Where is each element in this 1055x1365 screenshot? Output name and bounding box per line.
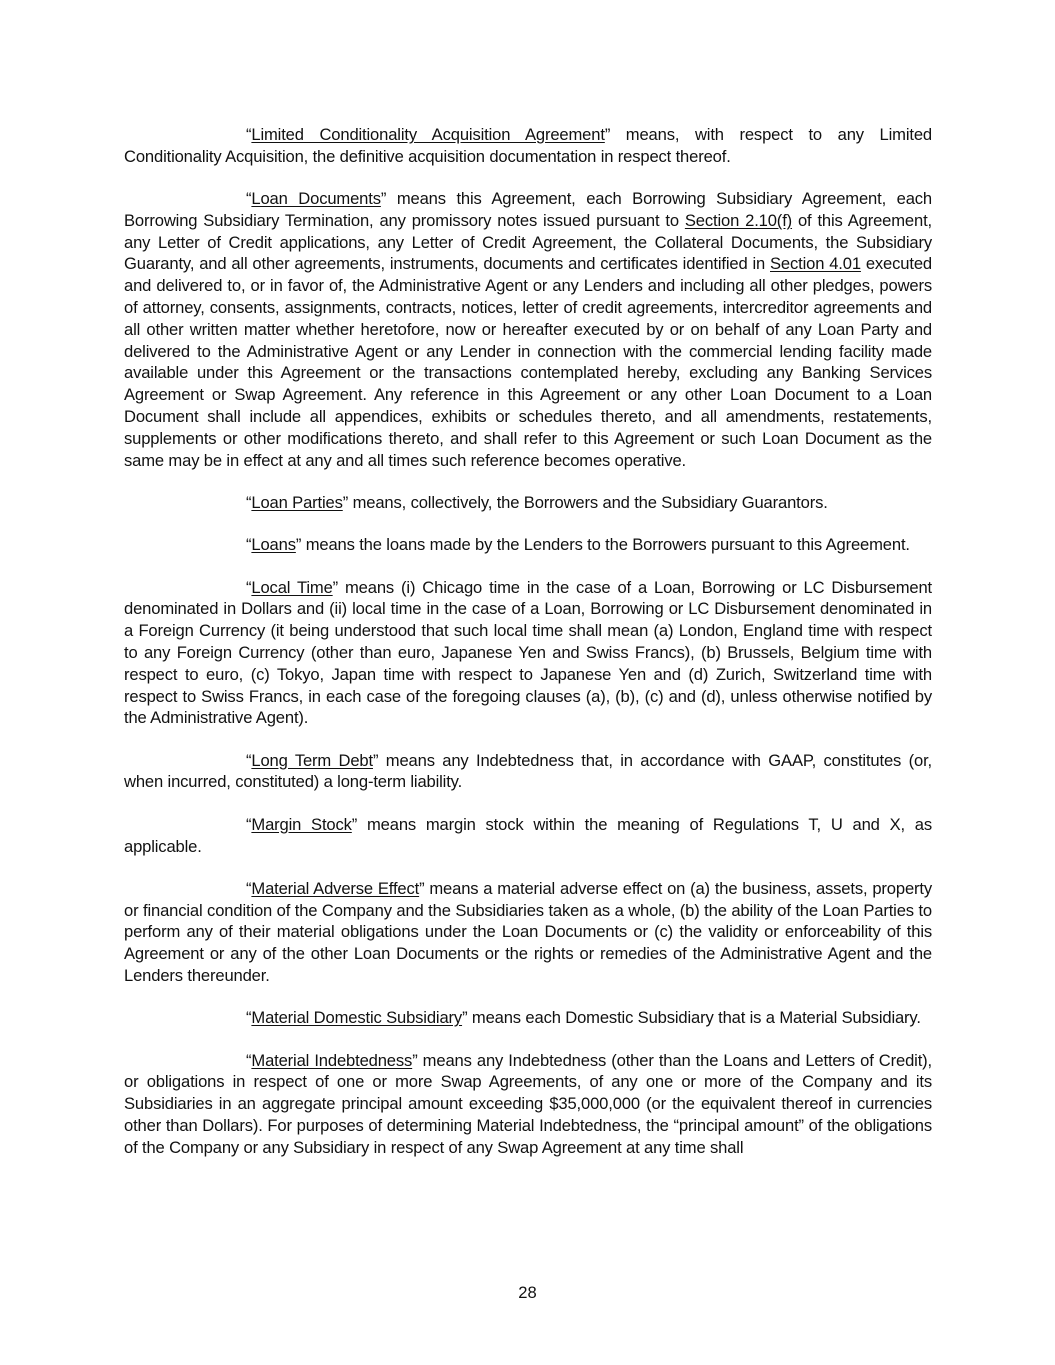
definition-material-domestic-subsidiary bbox=[124, 1007, 932, 1029]
definition-text: of this Agreement, any Letter of Credit applications, any Letter of Credit Agreement, the Collateral Documents, the Subsidiary Guaranty, and all other agreements, instruments, documents and certificates identified in bbox=[124, 210, 932, 274]
definition-text: ” means a material adverse effect on (a) the business, assets, property or financial condition of the Company and the Subsidiaries taken as a whole, (b) the ability of the Loan Parties to perform any of their material obligations under the Loan Documents or (c) the validity or enforceability of this Agreement or any of the other Loan Documents or the rights or remedies of the Administrative Agent and the Lenders thereunder. bbox=[124, 878, 933, 985]
open-quote: “ bbox=[246, 189, 252, 209]
defined-term: Material Adverse Effect bbox=[251, 878, 420, 898]
definition-text: ” means (i) Chicago time in the case of a Loan, Borrowing or LC Disbursement denominated in Dollars and (ii) local time in the case of a Loan, Borrowing or LC Disbursement denominated in a Foreign Currency (it being understood that such local time shall mean (a) London, England time with respect to any Foreign Currency (other than euro, Japanese Yen and Swiss Francs), (b) Brussels, Belgium time with respect to euro, (c) Tokyo, Japan time with respect to Japanese Yen and (d) Zurich, Switzerland time with respect to Swiss Francs, in each case of the foregoing clauses (a), (b), (c) and (d), unless otherwise notified by the Administrative Agent). bbox=[124, 577, 932, 728]
definition-local-time bbox=[124, 577, 932, 730]
open-quote: “ bbox=[246, 125, 252, 144]
open-quote: “ bbox=[246, 1008, 252, 1028]
definition-limited-conditionality-acquisition-agreement bbox=[124, 124, 932, 168]
definition-margin-stock bbox=[124, 814, 932, 858]
open-quote: “ bbox=[246, 814, 252, 834]
defined-term: Material Indebtedness bbox=[251, 1050, 413, 1070]
section-reference-4-01: Section 4.01 bbox=[770, 254, 861, 274]
open-quote: “ bbox=[246, 750, 252, 770]
definition-text: ” means each Domestic Subsidiary that is a Material Subsidiary. bbox=[462, 1008, 921, 1028]
definition-long-term-debt bbox=[124, 750, 932, 794]
page-number: 28 bbox=[518, 1283, 537, 1302]
definitions-body bbox=[124, 124, 932, 1179]
definition-text: ” means margin stock within the meaning of Regulations T, U and X, as applicable. bbox=[124, 814, 932, 856]
definition-text: ” means, with respect to any Limited Conditionality Acquisition, the definitive acquisition documentation in respect thereof. bbox=[124, 125, 932, 166]
open-quote: “ bbox=[246, 1050, 252, 1070]
open-quote: “ bbox=[246, 492, 252, 512]
definition-material-adverse-effect bbox=[124, 878, 932, 987]
definition-loan-parties bbox=[124, 492, 932, 514]
section-reference-2-10-f: Section 2.10(f) bbox=[684, 210, 793, 230]
definition-text: ” means the loans made by the Lenders to the Borrowers pursuant to this Agreement. bbox=[295, 535, 910, 555]
definition-loans bbox=[124, 534, 932, 556]
open-quote: “ bbox=[246, 878, 252, 898]
open-quote: “ bbox=[246, 577, 252, 597]
definition-text: executed and delivered to, or in favor of, the Administrative Agent or any Lenders and including all other pledges, powers of attorney, consents, assignments, contracts, notices, letter of credit agreements, intercreditor agreements and all other written matter whether heretofore, now or hereafter executed by or on behalf of any Loan Party and delivered to the Administrative Agent or any Lender in connection with the commercial lending facility made available under this Agreement or the transactions contemplated hereby, excluding any Banking Services Agreement or Swap Agreement. Any reference in this Agreement or any other Loan Document to a Loan Document shall include all appendices, exhibits or schedules thereto, and all amendments, restatements, supplements or other modifications thereto, and shall refer to this Agreement or such Loan Document as the same may be in effect at any and all times such reference becomes operative. bbox=[124, 254, 932, 470]
open-quote: “ bbox=[246, 535, 252, 555]
defined-term: Margin Stock bbox=[251, 814, 352, 834]
defined-term: Long Term Debt bbox=[251, 750, 373, 770]
definition-text: ” means any Indebtedness (other than the Loans and Letters of Credit), or obligations in respect of one or more Swap Agreements, of any one or more of the Company and its Subsidiaries in an aggregate principal amount exceeding $35,000,000 (or the equivalent thereof in currencies other than Dollars). For purposes of determining Material Indebtedness, the “principal amount” of the obligations of the Company or any Subsidiary in respect of any Swap Agreement at any time shall bbox=[124, 1050, 932, 1157]
definition-text: ” means this Agreement, each Borrowing Subsidiary Agreement, each Borrowing Subsidiary Termination, any promissory notes issued pursuant to bbox=[124, 189, 932, 230]
definition-text: ” means, collectively, the Borrowers and the Subsidiary Guarantors. bbox=[342, 492, 828, 512]
definition-text: ” means any Indebtedness that, in accordance with GAAP, constitutes (or, when incurred, constituted) a long-term liability. bbox=[124, 750, 932, 792]
defined-term: Limited Conditionality Acquisition Agreement bbox=[251, 125, 605, 144]
definition-loan-documents bbox=[124, 188, 932, 471]
defined-term: Material Domestic Subsidiary bbox=[251, 1008, 463, 1028]
definition-material-indebtedness bbox=[124, 1050, 932, 1159]
defined-term: Local Time bbox=[251, 577, 333, 597]
defined-term: Loans bbox=[251, 535, 296, 555]
defined-term: Loan Documents bbox=[251, 189, 381, 209]
defined-term: Loan Parties bbox=[251, 492, 343, 512]
